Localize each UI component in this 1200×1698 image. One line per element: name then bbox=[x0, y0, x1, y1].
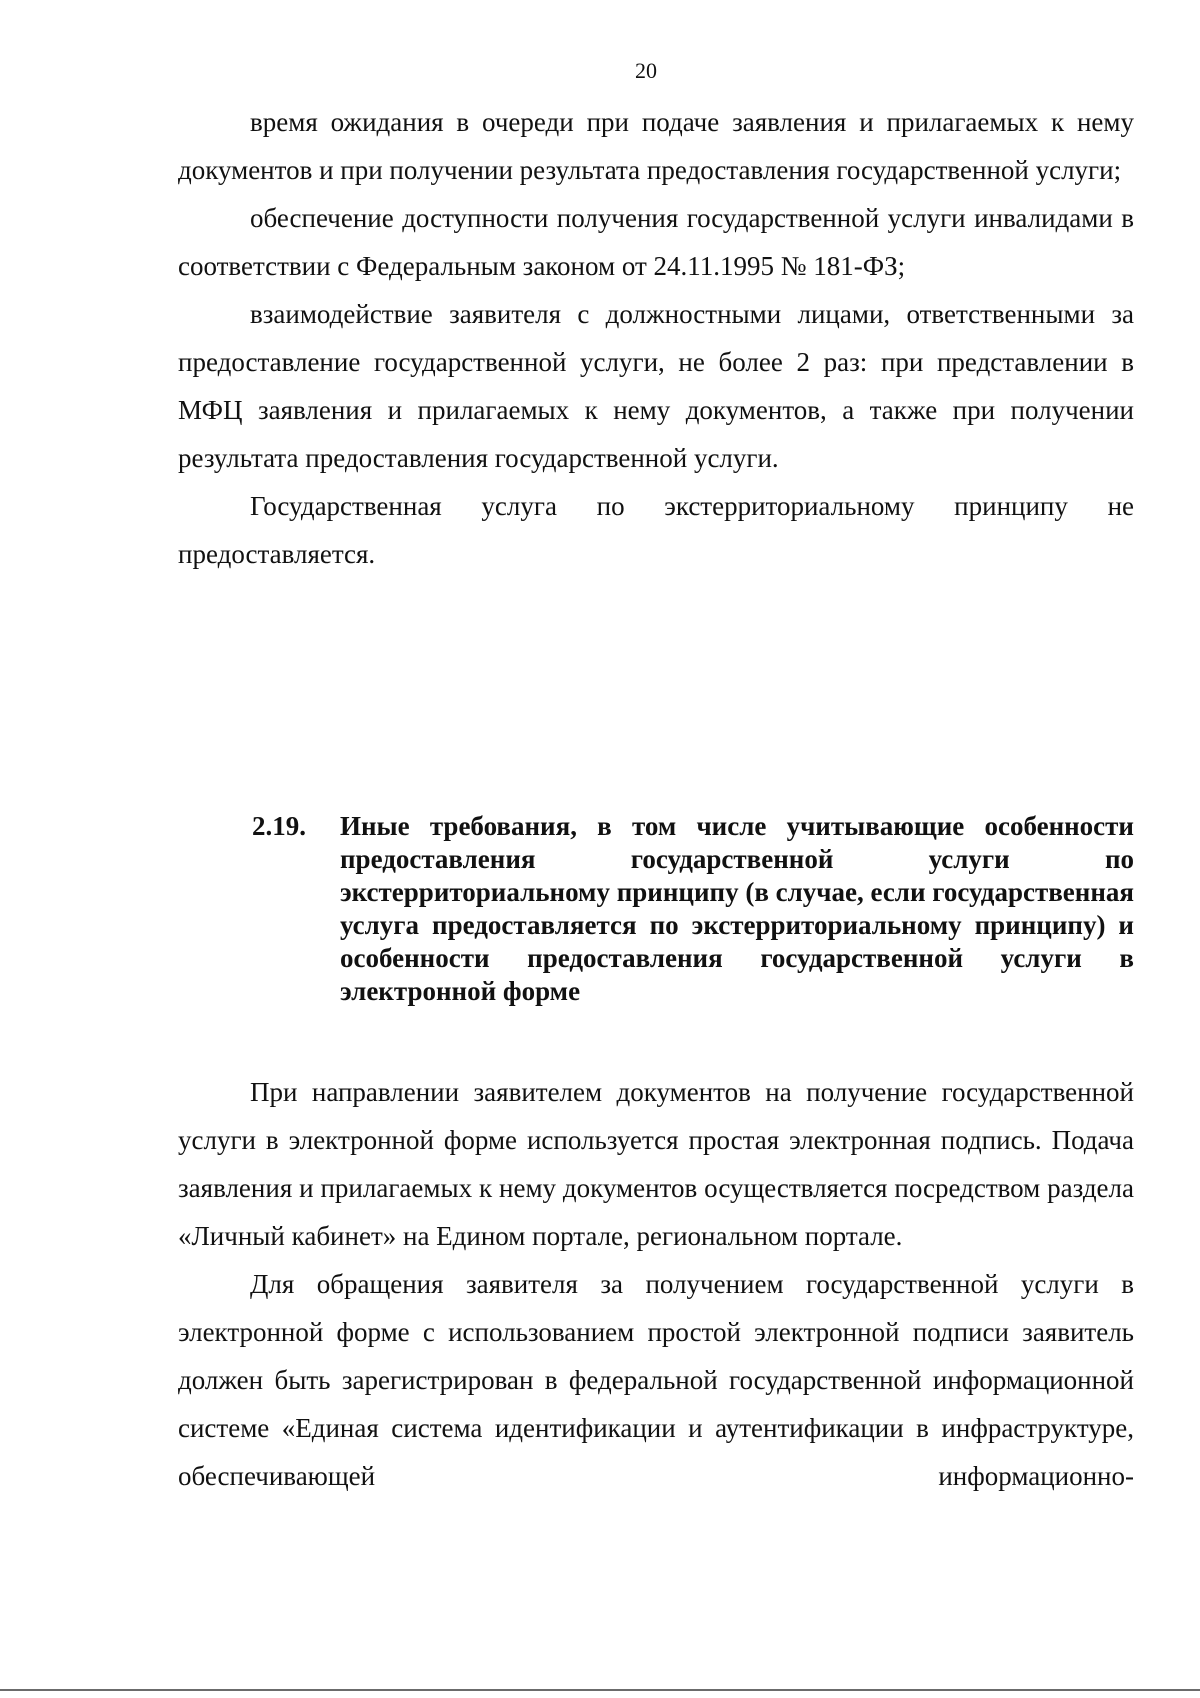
paragraph-electronic-signature: При направлении заявителем документов на получение государственной услуги в электронной форме используется простая электронная подпись. Подача заявления и прилагаемых к нему документов осуществляется посредством раздела «Личный кабинет» на Едином портале, региональном портале. bbox=[178, 1077, 1134, 1251]
scan-bottom-edge bbox=[0, 1689, 1200, 1691]
paragraph-extraterritorial: Государственная услуга по экстерриториальному принципу не предоставляется. bbox=[178, 491, 1134, 569]
document-body-bottom bbox=[178, 1068, 1134, 1500]
paragraph-registration: Для обращения заявителя за получением государственной услуги в электронной форме с использованием простой электронной подписи заявитель должен быть зарегистрирован в федеральной государственной информационной системе «Единая система идентификации и аутентификации в инфраструктуре, обеспечивающей информационно- bbox=[178, 1269, 1134, 1491]
section-number: 2.19. bbox=[252, 811, 306, 841]
paragraph-accessibility: обеспечение доступности получения государственной услуги инвалидами в соответствии с Федеральным законом от 24.11.1995 № 181-ФЗ; bbox=[178, 203, 1134, 281]
section-title: Иные требования, в том числе учитывающие особенности предоставления государственной услуги по экстерриториальному принципу (в случае, если государственная услуга предоставляется по экстерриториальному принципу) и особенности предоставления государственной услуги в электронной форме bbox=[340, 811, 1134, 1006]
page-number: 20 bbox=[635, 58, 657, 83]
paragraph-waiting-time: время ожидания в очереди при подаче заявления и прилагаемых к нему документов и при получении результата предоставления государственной услуги; bbox=[178, 107, 1134, 185]
section-heading bbox=[252, 810, 1134, 1008]
paragraph-interaction: взаимодействие заявителя с должностными лицами, ответственными за предоставление государственной услуги, не более 2 раз: при представлении в МФЦ заявления и прилагаемых к нему документов, а также при получении результата предоставления государственной услуги. bbox=[178, 299, 1134, 473]
document-body-top bbox=[178, 98, 1134, 578]
